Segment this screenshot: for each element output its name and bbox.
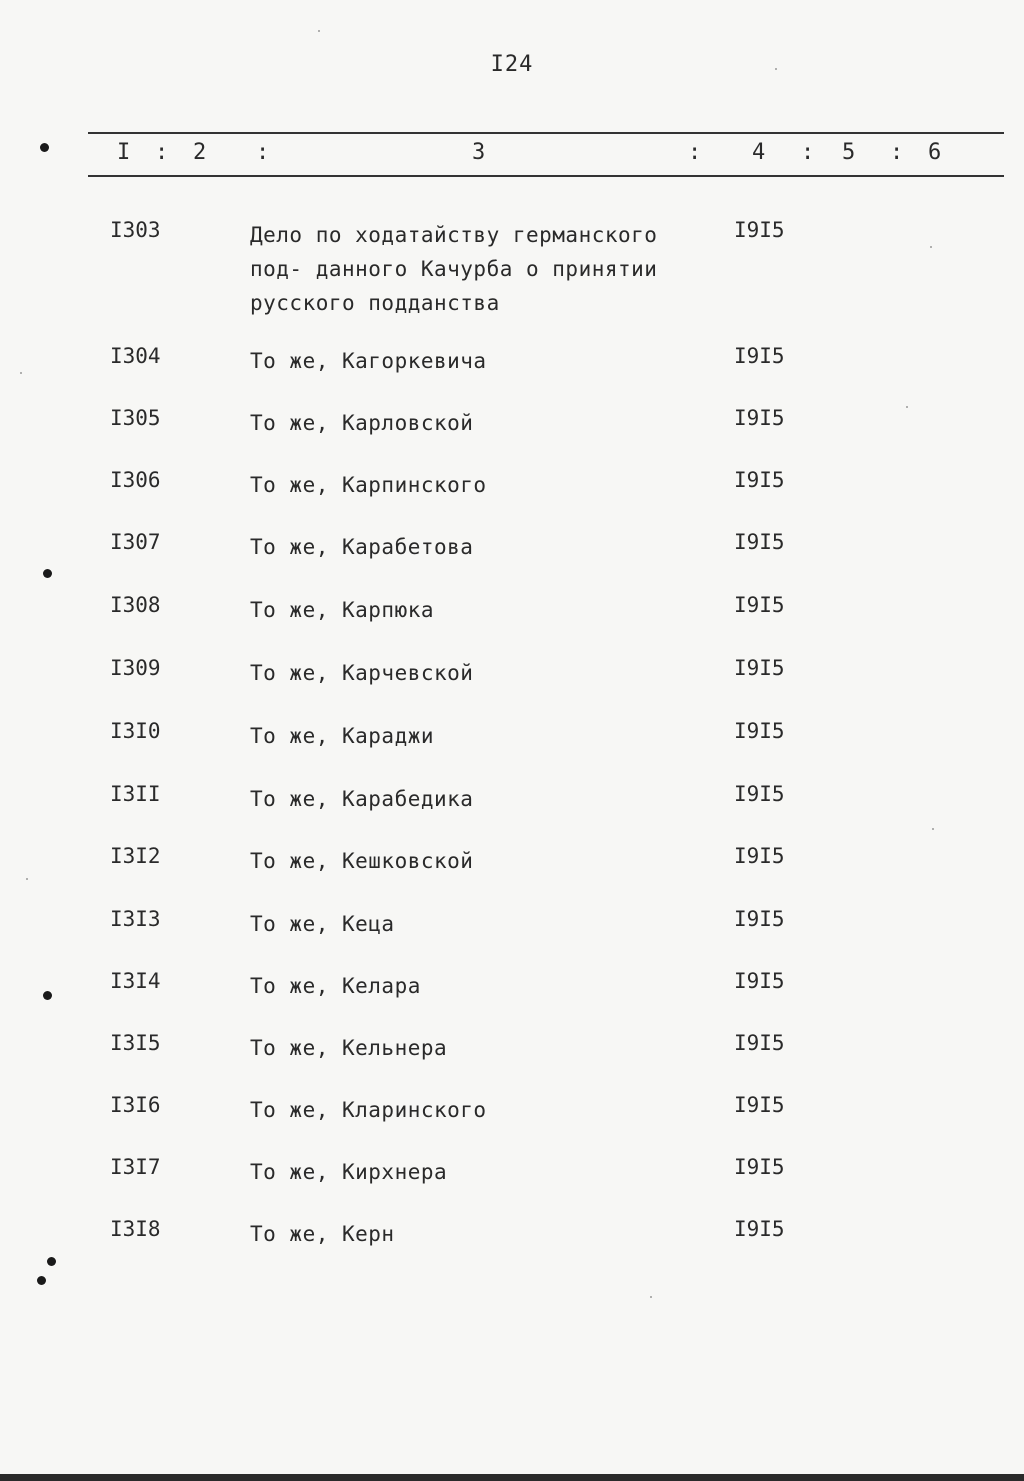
case-number: I309	[110, 656, 161, 680]
case-number: I3I8	[110, 1217, 161, 1241]
scan-speck	[318, 30, 320, 32]
case-description: То же, Кеца	[250, 912, 395, 936]
case-year: I9I5	[734, 969, 785, 993]
case-year: I9I5	[734, 468, 785, 492]
case-year: I9I5	[734, 1031, 785, 1055]
case-year: I9I5	[734, 344, 785, 368]
case-description: Дело по ходатайству германского под- данного Качурба о принятии русского подданства	[250, 223, 658, 315]
case-description: То же, Карчевской	[250, 661, 474, 685]
column-2-label: 2	[193, 140, 207, 165]
case-number: I3I2	[110, 844, 161, 868]
case-number: I3I7	[110, 1155, 161, 1179]
case-number: I3I3	[110, 907, 161, 931]
case-year: I9I5	[734, 907, 785, 931]
case-number: I3I4	[110, 969, 161, 993]
case-description: То же, Кларинского	[250, 1098, 487, 1122]
case-number: I304	[110, 344, 161, 368]
scan-speck	[20, 372, 22, 374]
case-number: I305	[110, 406, 161, 430]
case-description: То же, Кагоркевича	[250, 349, 487, 373]
case-description: То же, Карабедика	[250, 787, 474, 811]
case-description: То же, Карабетова	[250, 535, 474, 559]
punch-mark	[37, 1276, 46, 1285]
page-bottom-edge	[0, 1474, 1024, 1481]
header-rule-top	[88, 132, 1004, 134]
column-separator: :	[801, 140, 815, 165]
case-number: I3I5	[110, 1031, 161, 1055]
case-year: I9I5	[734, 844, 785, 868]
case-description: То же, Караджи	[250, 724, 435, 748]
punch-mark	[40, 143, 49, 152]
case-number: I306	[110, 468, 161, 492]
case-description: То же, Кельнера	[250, 1036, 448, 1060]
column-4-label: 4	[752, 140, 766, 165]
case-description: То же, Келара	[250, 974, 421, 998]
column-6-label: 6	[928, 140, 942, 165]
page-number: I24	[490, 52, 534, 77]
case-description: То же, Кешковской	[250, 849, 474, 873]
case-year: I9I5	[734, 406, 785, 430]
scan-speck	[930, 246, 932, 248]
case-year: I9I5	[734, 1155, 785, 1179]
column-header	[0, 140, 1024, 170]
column-5-label: 5	[842, 140, 856, 165]
column-separator: :	[688, 140, 702, 165]
case-year: I9I5	[734, 782, 785, 806]
case-year: I9I5	[734, 1093, 785, 1117]
case-description: То же, Карпинского	[250, 473, 487, 497]
header-rule-bottom	[88, 175, 1004, 177]
scan-speck	[775, 68, 777, 70]
case-number: I303	[110, 218, 161, 242]
case-description: То же, Карпюка	[250, 598, 435, 622]
case-year: I9I5	[734, 530, 785, 554]
case-description: То же, Карловской	[250, 411, 474, 435]
column-separator: :	[155, 140, 169, 165]
column-separator: :	[890, 140, 904, 165]
scan-speck	[650, 1296, 652, 1298]
scan-speck	[26, 878, 28, 880]
column-1-label: I	[117, 140, 131, 165]
scan-speck	[906, 406, 908, 408]
case-year: I9I5	[734, 656, 785, 680]
punch-mark	[43, 991, 52, 1000]
case-year: I9I5	[734, 1217, 785, 1241]
case-number: I3II	[110, 782, 161, 806]
scan-speck	[932, 828, 934, 830]
case-year: I9I5	[734, 719, 785, 743]
case-description: То же, Кирхнера	[250, 1160, 448, 1184]
case-number: I307	[110, 530, 161, 554]
case-number: I3I0	[110, 719, 161, 743]
case-year: I9I5	[734, 218, 785, 242]
case-number: I3I6	[110, 1093, 161, 1117]
punch-mark	[47, 1257, 56, 1266]
case-description: То же, Керн	[250, 1222, 395, 1246]
column-separator: :	[256, 140, 270, 165]
punch-mark	[43, 569, 52, 578]
case-year: I9I5	[734, 593, 785, 617]
column-3-label: 3	[472, 140, 486, 165]
case-number: I308	[110, 593, 161, 617]
